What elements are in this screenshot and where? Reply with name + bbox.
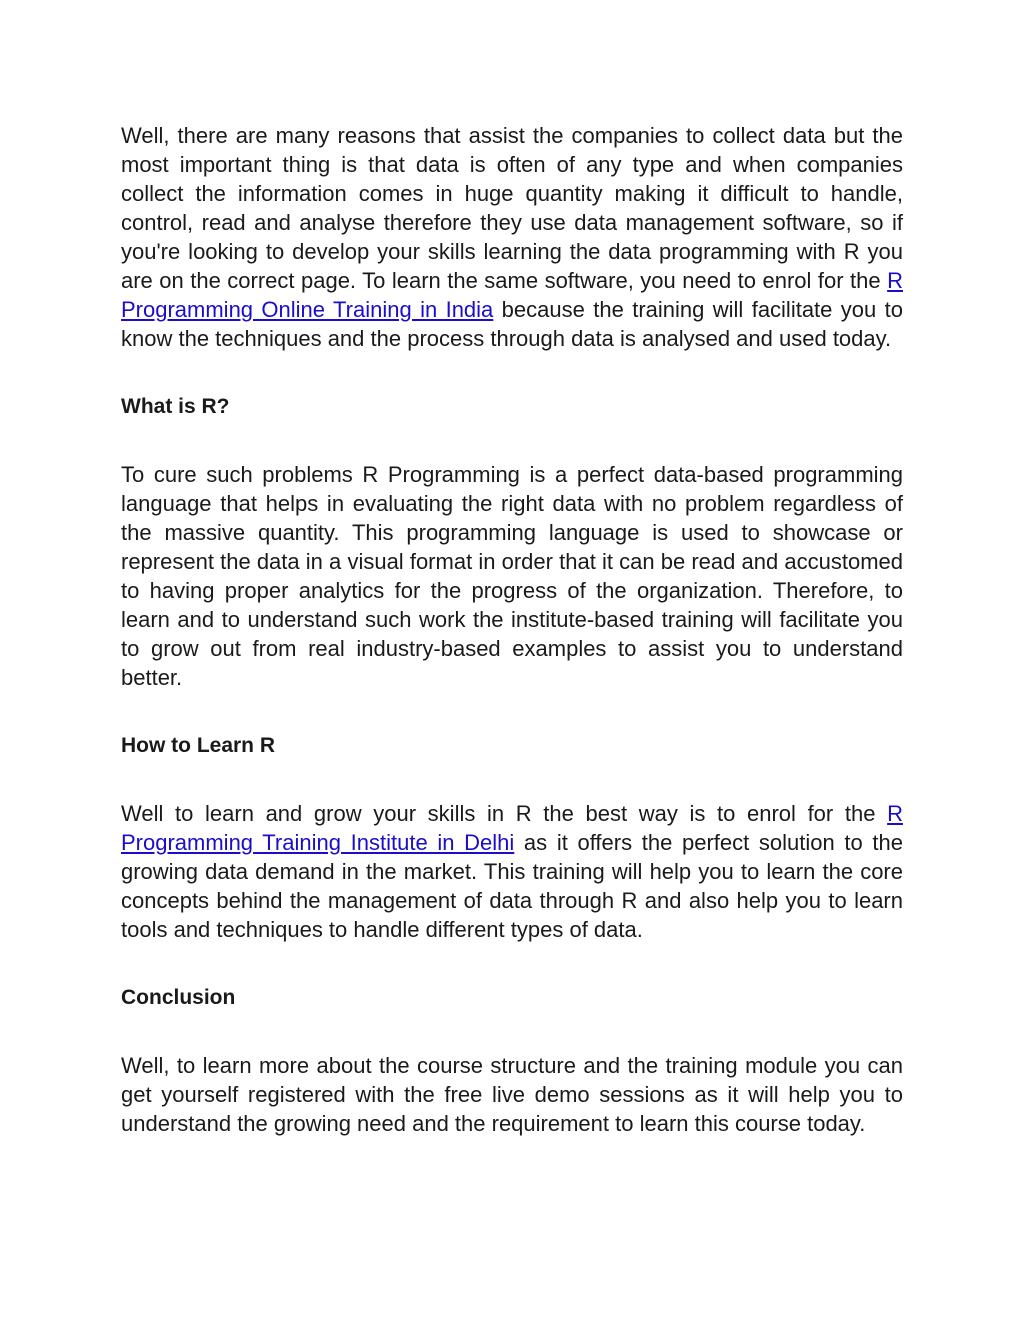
document-page	[121, 121, 903, 1138]
r-programming-online-training-link[interactable]: R Programming Online Training in India	[121, 268, 903, 322]
how-to-learn-r-heading: How to Learn R	[121, 734, 276, 757]
what-is-r-paragraph: To cure such problems R Programming is a perfect data-based programming language that helps in evaluating the right data with no problem regardless of the massive quantity. This programming language is used to showcase or represent the data in a visual format in order that it can be read and accustomed to having proper analytics for the progress of the organization. Therefore, to learn and to understand such work the institute-based training will facilitate you to grow out from real industry-based examples to assist you to understand better.	[121, 462, 903, 690]
conclusion-paragraph: Well, to learn more about the course structure and the training module you can get yourself registered with the free live demo sessions as it will help you to understand the growing need and the requirement to learn this course today.	[121, 1053, 903, 1136]
how-text-after-link: as it offers the perfect solution to the growing data demand in the market. This training will help you to learn the core concepts behind the management of data through R and also help you to learn tools and techniques to handle different types of data.	[121, 830, 904, 942]
how-to-learn-r-paragraph	[121, 799, 903, 944]
conclusion-heading: Conclusion	[121, 986, 236, 1009]
what-is-r-heading: What is R?	[121, 395, 230, 418]
intro-text-after-link: because the training will facilitate you to know the techniques and the process through data is analysed and used today.	[121, 297, 904, 351]
r-programming-training-institute-link[interactable]: R Programming Training Institute in Delhi	[121, 801, 903, 855]
intro-text-before-link: Well, there are many reasons that assist the companies to collect data but the most important thing is that data is often of any type and when companies collect the information comes in huge quantity making it difficult to handle, control, read and analyse therefore they use data management software, so if you're looking to develop your skills learning the data programming with R you are on the correct page. To learn the same software, you need to enrol for the	[121, 123, 903, 293]
how-text-before-link: Well to learn and grow your skills in R the best way is to enrol for the	[121, 801, 888, 826]
intro-paragraph	[121, 121, 903, 353]
